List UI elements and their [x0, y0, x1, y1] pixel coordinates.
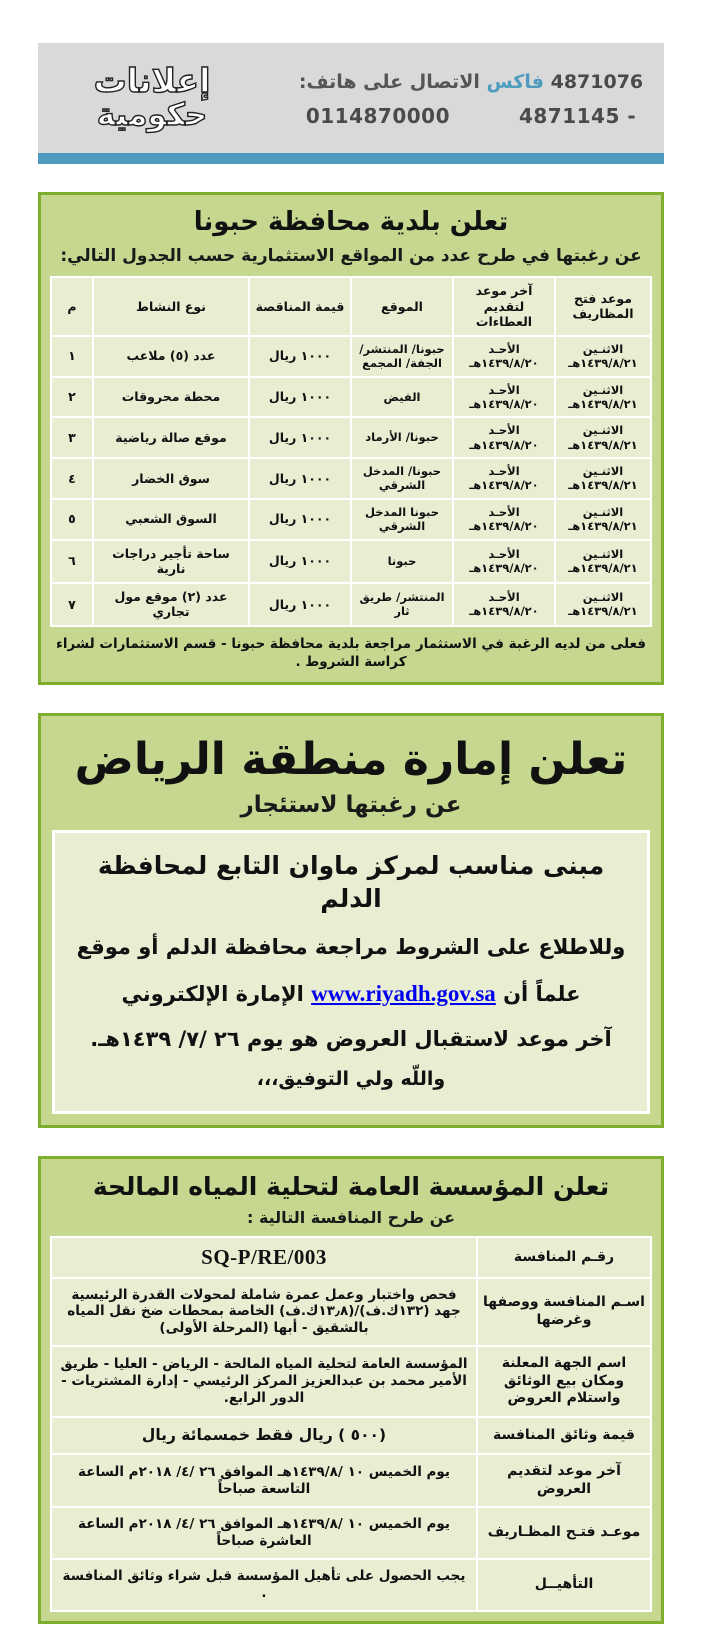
- cell-open: الاثنـين ١٤٣٩/٨/٢١هـ: [555, 540, 651, 583]
- cell-number: ٥: [51, 499, 93, 540]
- table-header-row: [51, 277, 651, 336]
- cell-open: الاثنـين ١٤٣٩/٨/٢١هـ: [555, 583, 651, 626]
- col-open-date: موعد فتح المظاريف: [555, 277, 651, 336]
- masthead-logo-line1: إعلانات: [93, 61, 211, 101]
- cell-value: ١٠٠٠ ريال: [249, 540, 351, 583]
- row-label-docs-price: قيمة وثائق المنافسة: [477, 1417, 651, 1454]
- cell-number: ٦: [51, 540, 93, 583]
- cell-open: الاثنـين ١٤٣٩/٨/٢١هـ: [555, 458, 651, 499]
- cell-location: حبونا/ المنتشر/ الجفة/ المجمع: [351, 336, 453, 377]
- masthead-logo: [38, 61, 262, 134]
- row-value-issuer: المؤسسة العامة لتحلية المياه المالحة - الرياض - العليا - طريق الأمير محمد بن عبدالعزيز المركز الرئيسي - إدارة المشتريات - الدور الرابع.: [51, 1346, 477, 1417]
- col-deadline: آخر موعد لتقديم العطاءات: [453, 277, 555, 336]
- riyadh-gov-link[interactable]: www.riyadh.gov.sa: [311, 980, 496, 1006]
- row-value-qualification: يجب الحصول على تأهيل المؤسسة قبل شراء وثائق المنافسة .: [51, 1559, 477, 1611]
- cell-deadline: الأحـد ١٤٣٩/٨/٢٠هـ: [453, 583, 555, 626]
- cell-number: ٤: [51, 458, 93, 499]
- row-label-envelope-opening: موعـد فتـح المظـاريف: [477, 1507, 651, 1559]
- rental-requirement-line: مبنى مناسب لمركز ماوان التابع لمحافظة الدلم: [97, 850, 605, 914]
- investment-sites-table: [50, 276, 652, 627]
- table-row: [51, 540, 651, 583]
- fax-label: فاكس: [486, 70, 544, 93]
- phone-number: 0114870000: [305, 104, 451, 129]
- table-row: [51, 583, 651, 626]
- cell-activity: عدد (٥) ملاعب: [93, 336, 249, 377]
- announcement-3-subtitle: عن طرح المنافسة التالية :: [246, 1208, 456, 1228]
- website-line: [69, 978, 633, 1009]
- row-label-issuer: اسم الجهة المعلنة ومكان بيع الوثائق واستلام العروض: [477, 1346, 651, 1417]
- col-number: م: [51, 277, 93, 336]
- row-value-envelope-opening: يوم الخميس ١٠ /١٤٣٩/٨هـ الموافق ٢٦ /٤/ ٢٠١٨م الساعة العاشرة صباحاً: [51, 1507, 477, 1559]
- cell-value: ١٠٠٠ ريال: [249, 458, 351, 499]
- announcement-2-title: تعلن إمارة منطقة الرياض: [74, 734, 628, 786]
- cell-number: ٧: [51, 583, 93, 626]
- contact-label: الاتصال على هاتف:: [298, 70, 480, 93]
- cell-activity: سوق الخضار: [93, 458, 249, 499]
- table-row: [51, 377, 651, 418]
- cell-activity: موقع صالة رياضية: [93, 417, 249, 458]
- cell-location: حبونا المدخل الشرقي: [351, 499, 453, 540]
- table-row: [51, 1417, 651, 1454]
- table-row: [51, 1278, 651, 1347]
- cell-value: ١٠٠٠ ريال: [249, 583, 351, 626]
- cell-value: ١٠٠٠ ريال: [249, 377, 351, 418]
- offers-deadline-line: آخر موعد لاستقبال العروض هو يوم ٢٦ /٧/ ١٤٣٩هـ.: [90, 1026, 612, 1051]
- announcement-2-subtitle: عن رغبتها لاستئجار: [240, 791, 462, 818]
- cell-deadline: الأحـد ١٤٣٩/٨/٢٠هـ: [453, 336, 555, 377]
- masthead-accent-bar: [38, 153, 664, 164]
- cell-deadline: الأحـد ١٤٣٩/٨/٢٠هـ: [453, 499, 555, 540]
- announcement-3-title: تعلن المؤسسة العامة لتحلية المياه المالحة: [92, 1171, 610, 1201]
- cell-deadline: الأحـد ١٤٣٩/٨/٢٠هـ: [453, 458, 555, 499]
- website-line-prefix: الإمارة الإلكتروني: [121, 981, 304, 1006]
- cell-activity: عدد (٢) موقع مول تجاري: [93, 583, 249, 626]
- cell-location: حبونا/ الأرماد: [351, 417, 453, 458]
- cell-location: الفيض: [351, 377, 453, 418]
- table-row: [51, 1454, 651, 1507]
- row-value-offers-deadline: يوم الخميس ١٠ /١٤٣٩/٨هـ الموافق ٢٦ /٤/ ٢٠١٨م الساعة التاسعة صباحاً: [51, 1454, 477, 1507]
- cell-open: الاثنـين ١٤٣٩/٨/٢١هـ: [555, 499, 651, 540]
- conditions-line: وللاطلاع على الشروط مراجعة محافظة الدلم أو موقع: [76, 935, 626, 960]
- phone-number-secondary: - 4871145: [518, 104, 637, 129]
- table-row: [51, 1507, 651, 1559]
- cell-open: الاثنـين ١٤٣٩/٨/٢١هـ: [555, 377, 651, 418]
- table-row: [51, 1237, 651, 1277]
- cell-open: الاثنـين ١٤٣٩/٨/٢١هـ: [555, 336, 651, 377]
- row-label-qualification: التأهيــل: [477, 1559, 651, 1611]
- cell-value: ١٠٠٠ ريال: [249, 336, 351, 377]
- cell-activity: ساحة تأجير دراجات نارية: [93, 540, 249, 583]
- table-row: [51, 336, 651, 377]
- col-location: الموقع: [351, 277, 453, 336]
- announcement-1-title: تعلن بلدية محافظة حبونا: [193, 207, 509, 237]
- cell-number: ٢: [51, 377, 93, 418]
- table-row: [51, 499, 651, 540]
- row-value-tender-name: فحص واختبار وعمل عمرة شاملة لمحولات القدرة الرئيسية جهد (١٣٢ك.ف)/(١٣٫٨ك.ف) الخاصة بمحطات ضخ نقل المياه بالشقيق - أبها (المرحلة الأولى): [51, 1278, 477, 1347]
- row-label-tender-number: رقـم المنافسة: [477, 1237, 651, 1277]
- announcement-block-2: [38, 713, 664, 1127]
- cell-number: ٣: [51, 417, 93, 458]
- row-value-docs-price: (٥٠٠ ) ريال فقط خمسمائة ريال: [51, 1417, 477, 1454]
- table-row: [51, 417, 651, 458]
- cell-deadline: الأحـد ١٤٣٩/٨/٢٠هـ: [453, 417, 555, 458]
- masthead: [38, 43, 664, 153]
- table-row: [51, 458, 651, 499]
- row-value-tender-number: SQ-P/RE/003: [51, 1237, 477, 1277]
- masthead-logo-line2: حكومية: [96, 97, 208, 134]
- cell-location: حبونا/ المدخل الشرقي: [351, 458, 453, 499]
- closing-blessing-line: واللّه ولي التوفيق،،،: [256, 1067, 446, 1090]
- cell-open: الاثنـين ١٤٣٩/٨/٢١هـ: [555, 417, 651, 458]
- cell-number: ١: [51, 336, 93, 377]
- announcement-block-1: [38, 192, 664, 685]
- col-activity: نوع النشاط: [93, 277, 249, 336]
- fax-number: 4871076: [550, 70, 644, 93]
- newspaper-page: [0, 43, 702, 1628]
- row-label-offers-deadline: آخر موعد لتقديم العروض: [477, 1454, 651, 1507]
- cell-value: ١٠٠٠ ريال: [249, 499, 351, 540]
- masthead-contact: [262, 68, 664, 129]
- row-label-tender-name: اسـم المنافسة ووصفها وغرضها: [477, 1278, 651, 1347]
- tender-details-table: [50, 1236, 652, 1611]
- table-row: [51, 1346, 651, 1417]
- cell-value: ١٠٠٠ ريال: [249, 417, 351, 458]
- announcement-block-3: [38, 1156, 664, 1624]
- cell-deadline: الأحـد ١٤٣٩/٨/٢٠هـ: [453, 377, 555, 418]
- cell-location: المنتشر/ طريق ثار: [351, 583, 453, 626]
- masthead-phone-line: [284, 104, 658, 128]
- masthead-contact-line: [284, 68, 658, 97]
- cell-location: حبونا: [351, 540, 453, 583]
- announcement-2-panel: [52, 830, 650, 1114]
- col-tender-value: قيمة المناقصة: [249, 277, 351, 336]
- cell-activity: السوق الشعبي: [93, 499, 249, 540]
- cell-deadline: الأحـد ١٤٣٩/٨/٢٠هـ: [453, 540, 555, 583]
- website-line-suffix: علماً أن: [503, 981, 581, 1006]
- announcement-1-subtitle: عن رغبتها في طرح عدد من المواقع الاستثمارية حسب الجدول التالي:: [60, 245, 642, 266]
- cell-activity: محطة محروقات: [93, 377, 249, 418]
- announcement-1-footnote: فعلى من لديه الرغبة في الاستثمار مراجعة بلدية محافظة حبونا - قسم الاستثمارات لشراء كراسة الشروط .: [55, 636, 647, 670]
